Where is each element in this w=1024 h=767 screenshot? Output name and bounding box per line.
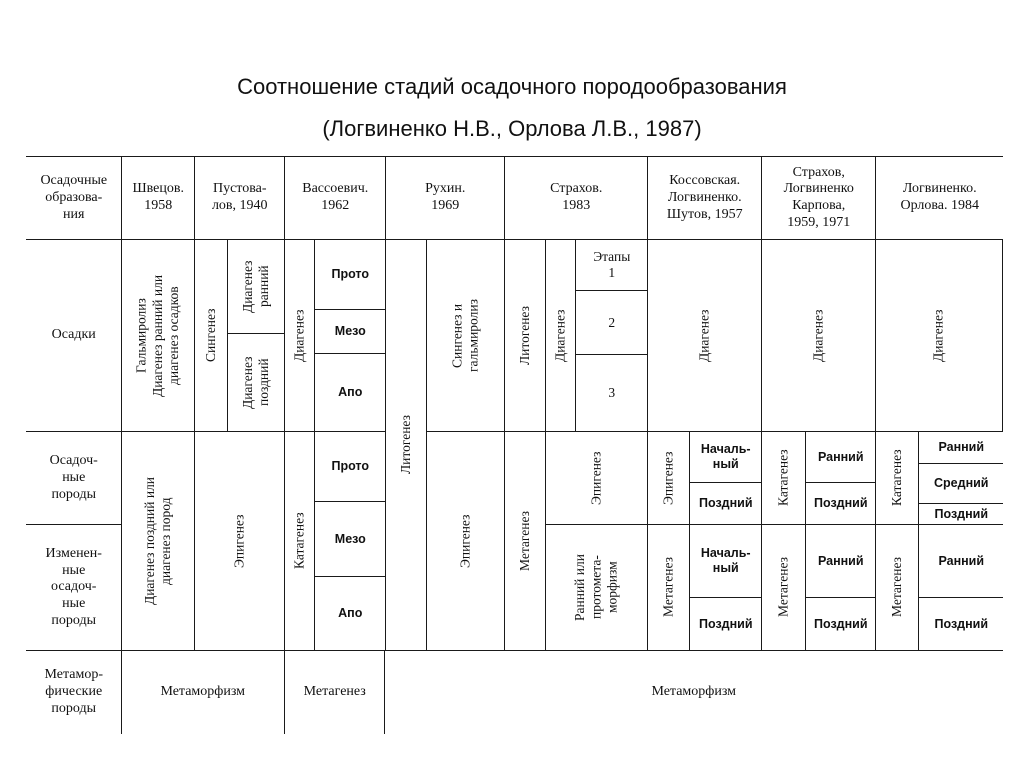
rukhin-epigenesis: Эпигенез	[426, 431, 505, 651]
header-rukhin: Рухин. 1969	[385, 156, 505, 240]
pustovalov-syngenesis: Сингенез	[194, 239, 228, 432]
metamorphism-span: Метаморфизм	[651, 683, 737, 699]
strakhov1959-early-2: Ранний	[805, 524, 876, 598]
pustovalov-diagenesis-early: Диагенез ранний	[227, 239, 285, 334]
header-logvinenko: Логвиненко. Орлова. 1984	[875, 156, 1003, 240]
strakhov1983-stage-2: 2	[575, 290, 648, 355]
strakhov1959-metagenesis: Метагенез	[761, 524, 806, 651]
page-title: Соотношение стадий осадочного породообразования	[237, 74, 787, 99]
pustovalov-epigenesis: Эпигенез	[194, 431, 285, 651]
header-vassoevich: Вассоевич. 1962	[284, 156, 386, 240]
vassoevich-proto-2: Прото	[314, 431, 386, 502]
row-label-sedimentary-rocks: Осадоч- ные породы	[26, 431, 122, 525]
rukhin-syngenesis: Сингенез и гальмиролиз	[426, 239, 505, 432]
kossovskaya-diagenesis: Диагенез	[647, 239, 762, 432]
strakhov1983-epigenesis: Эпигенез	[545, 431, 648, 525]
shvetsov-rocks: Диагенез поздний или диагенез пород	[121, 431, 195, 651]
header-strakhov-1959: Страхов, Логвиненко Карпова, 1959, 1971	[761, 156, 876, 240]
vassoevich-diagenesis: Диагенез	[284, 239, 315, 432]
strakhov1959-late-2: Поздний	[805, 597, 876, 651]
row-label-sediments: Осадки	[26, 239, 122, 432]
shvetsov-metamorphism: Метаморфизм	[160, 683, 246, 699]
logvinenko-middle: Средний	[918, 463, 1003, 504]
logvinenko-early-1: Ранний	[918, 431, 1003, 464]
kossovskaya-late-1: Поздний	[689, 482, 762, 525]
logvinenko-late-1: Поздний	[918, 503, 1003, 525]
vassoevich-metagenesis: Метагенез	[284, 650, 385, 734]
strakhov1983-stage-3: 3	[575, 354, 648, 432]
vassoevich-katagenesis: Катагенез	[284, 431, 315, 651]
logvinenko-late-2: Поздний	[918, 597, 1003, 651]
kossovskaya-initial-2: Началь- ный	[689, 524, 762, 598]
strakhov1959-katagenesis: Катагенез	[761, 431, 806, 525]
header-shvetsov: Швецов. 1958	[121, 156, 195, 240]
strakhov1983-diagenesis: Диагенез	[545, 239, 576, 432]
page-subtitle: (Логвиненко Н.В., Орлова Л.В., 1987)	[322, 116, 702, 141]
vassoevich-mezo-2: Мезо	[314, 501, 386, 577]
shvetsov-sediments: Гальмиролиз Диагенез ранний или диагенез осадков	[121, 239, 195, 432]
kossovskaya-initial-1: Началь- ный	[689, 431, 762, 483]
row-label-metamorphic-rocks: Метамор- фические породы	[26, 650, 122, 734]
vassoevich-proto-1: Прото	[314, 239, 386, 310]
strakhov1983-early-metamorphism: Ранний или протомета- морфизм	[545, 524, 648, 651]
header-pustovalov: Пустова- лов, 1940	[194, 156, 285, 240]
logvinenko-katagenesis: Катагенез	[875, 431, 919, 525]
strakhov1983-lithogenesis: Литогенез	[504, 239, 546, 432]
logvinenko-early-2: Ранний	[918, 524, 1003, 598]
vassoevich-mezo-1: Мезо	[314, 309, 386, 354]
strakhov1983-stage-1: Этапы 1	[575, 239, 648, 291]
header-strakhov-1983: Страхов. 1983	[504, 156, 648, 240]
header-sediment-formations: Осадочные образова- ния	[26, 156, 122, 240]
vassoevich-apo-2: Апо	[314, 576, 386, 651]
pustovalov-diagenesis-late: Диагенез поздний	[227, 333, 285, 432]
kossovskaya-metagenesis: Метагенез	[647, 524, 690, 651]
header-kossovskaya: Коссовская. Логвиненко. Шутов, 1957	[647, 156, 762, 240]
rukhin-lithogenesis: Литогенез	[385, 239, 427, 651]
strakhov1959-early-1: Ранний	[805, 431, 876, 483]
strakhov1959-diagenesis: Диагенез	[761, 239, 876, 432]
strakhov1959-late-1: Поздний	[805, 482, 876, 525]
logvinenko-diagenesis: Диагенез	[875, 239, 1003, 432]
kossovskaya-epigenesis: Эпигенез	[647, 431, 690, 525]
row-label-altered-rocks: Изменен- ные осадоч- ные породы	[26, 524, 122, 651]
logvinenko-metagenesis: Метагенез	[875, 524, 919, 651]
vassoevich-apo-1: Апо	[314, 353, 386, 432]
kossovskaya-late-2: Поздний	[689, 597, 762, 651]
strakhov1983-metagenesis: Метагенез	[504, 431, 546, 651]
